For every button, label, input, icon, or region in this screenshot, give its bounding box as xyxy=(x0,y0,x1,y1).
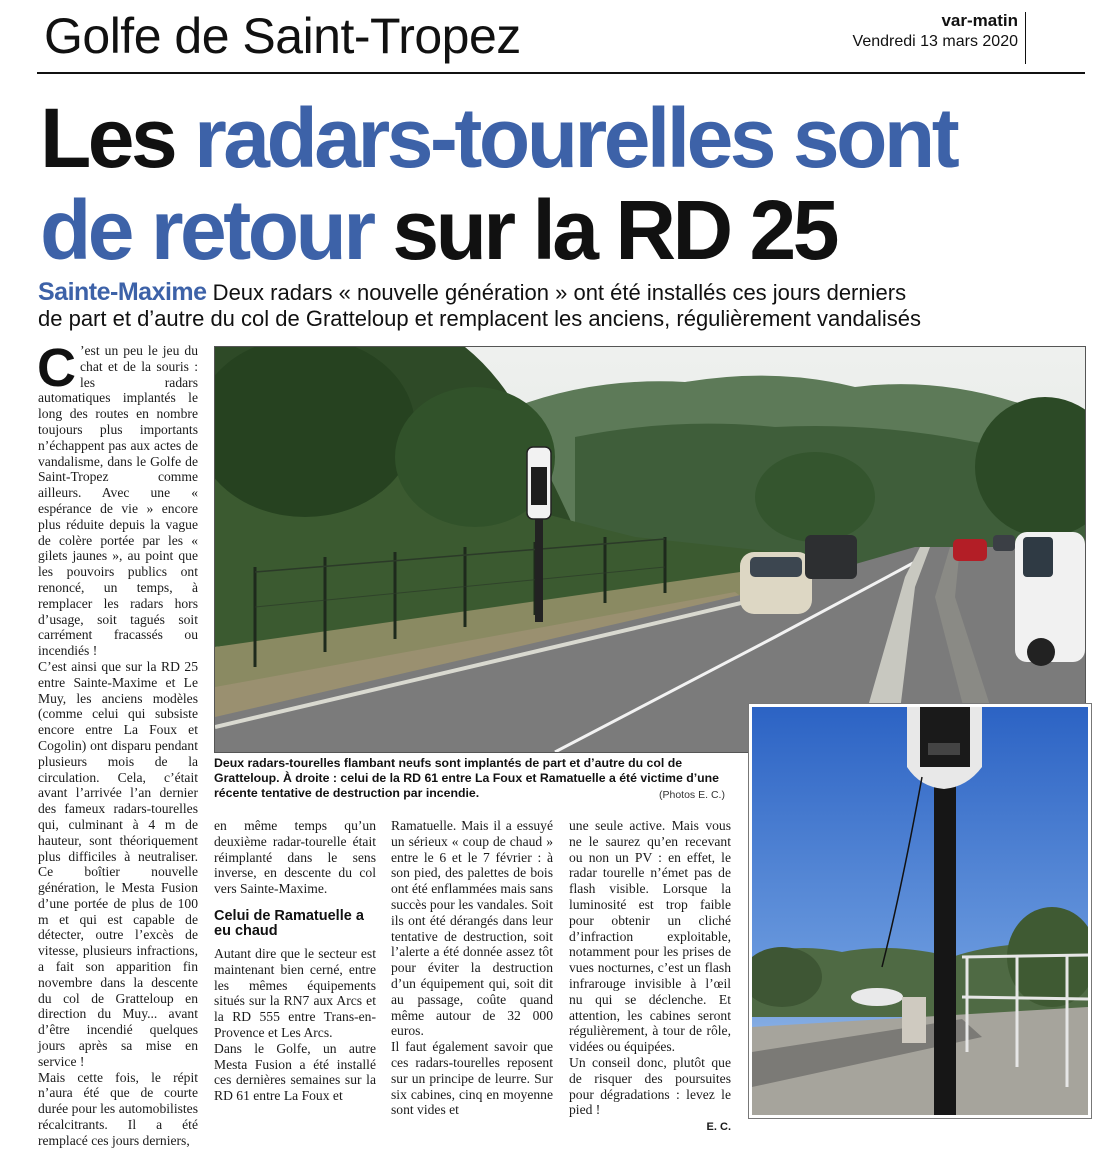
header-divider xyxy=(1025,12,1026,64)
paragraph: Autant dire que le secteur est maintenant bien cerné, entre les mêmes équipements situés sur la RN7 aux Arcs et la RD 555 entre Trans-en-Provence et Les Arcs. xyxy=(214,945,376,1040)
photo-caption: Deux radars-tourelles flambant neufs sont implantés de part et d’autre du col de Gratteloup. À droite : celui de la RD 61 entre La Foux et Ramatuelle a été victime d’une récente tentative de destruction par incendie. xyxy=(214,756,719,800)
headline-highlight: de retour xyxy=(40,183,373,277)
author-signature: E. C. xyxy=(706,1121,731,1134)
subheading: Celui de Ramatuelle a eu chaud xyxy=(214,907,364,940)
road-radar-photo xyxy=(215,347,1085,752)
article-column-4 xyxy=(569,818,731,1136)
drop-cap: C xyxy=(37,338,76,398)
paragraph: Ramatuelle. Mais il a essuyé un sérieux « coup de chaud » entre le 6 et le 7 février : à son pied, des palettes de bois ont été enflammées mais sans succès pour les vandales. Soit ils ont été dérangés dans leur tentative de destruction, soit l’alerte a été donnée assez tôt pour éviter la destruction d’un équipement qui, soit dit au passage, coûte quand même autour de 32 000 euros. xyxy=(391,818,553,1039)
deck-line-2: de part et d’autre du col de Gratteloup et remplacent les anciens, régulièrement vandalisés xyxy=(38,306,921,331)
section-rubric: Golfe de Saint-Tropez xyxy=(44,8,521,64)
paragraph: Il faut également savoir que ces radars-tourelles reposent sur un principe de leurre. Sur six cabines, cinq en moyenne sont vides et xyxy=(391,1039,553,1118)
paragraph: en même temps qu’un deuxième radar-tourelle était réimplanté dans le sens inverse, en descente du col vers Sainte-Maxime. xyxy=(214,818,376,897)
article-column-1 xyxy=(37,338,198,1149)
headline-part: Les xyxy=(40,91,195,185)
paragraph: une seule active. Mais vous ne le saurez qu’en recevant ou non un PV : en effet, le radar tourelle n’émet pas de flash visible. Lorsque la luminosité est trop faible pour obtenir un cliché d’infraction exploitable, notamment pour les prises de vues nocturnes, c’est un flash infrarouge invisible à l’œil nu qui se déclenche. Et attention, les cabines seront régulièrement, à tour de rôle, vidées ou équipées. xyxy=(569,818,731,1055)
photo-credit: (Photos E. C.) xyxy=(659,789,725,801)
header-rule xyxy=(37,72,1085,74)
issue-date: Vendredi 13 mars 2020 xyxy=(852,33,1018,50)
paragraph-text: ’est un peu le jeu du chat et de la souris : les radars automatiques implantés le long des routes en nombre toujours plus importants n’échappent pas aux actes de vandalisme, dans le Golfe de Saint-Tropez comme ailleurs. Avec une « espérance de vie » encore plus réduite depuis la vague de colère portée par les « gilets jaunes », au point que les pouvoirs publics ont renoncé, un temps, à remplacer les radars hors d’usage, soit tagués soit carrément fracassés ou incendiés ! xyxy=(38,343,198,659)
paragraph: C’est ainsi que sur la RD 25 entre Sainte-Maxime et Le Muy, les anciens modèles (comme celui qui subsiste encore entre La Foux et Cogolin) ont disparu pendant plusieurs mois de la circulation. Cela, c’était avant l’arrivée l’an dernier des fameux radars-tourelles qui, culminant à 4 m de hauteur, sont théoriquement plus difficiles à neutraliser. Ce boîtier nouvelle génération, le Mesta Fusion d’une portée de plus de 100 m et qui est capable de détecter, outre l’excès de vitesse, plusieurs infractions, a fait son apparition fin novembre dans la descente du col de Gratteloup en direction du Muy... avant d’être incendié quelques jours après sa mise en service ! xyxy=(38,658,198,1069)
deck-text: Deux radars « nouvelle génération » ont été installés ces jours derniers xyxy=(206,280,907,305)
closing-paragraph xyxy=(569,1055,731,1118)
deck-line-1 xyxy=(38,279,906,306)
signature-row xyxy=(569,1118,731,1136)
article-column-3 xyxy=(391,818,553,1118)
main-photo xyxy=(214,346,1086,753)
article-column-2 xyxy=(214,818,376,1104)
dateline-location: Sainte-Maxime xyxy=(38,278,207,306)
headline-part: sur la RD 25 xyxy=(372,183,836,277)
headline-highlight: radars-tourelles sont xyxy=(194,91,957,185)
paragraph xyxy=(37,338,198,659)
paragraph-text: Un conseil donc, plutôt que de risquer des poursuites pour dégradations : levez le pied ! xyxy=(569,1054,731,1118)
radar-pole-photo xyxy=(752,707,1088,1115)
newspaper-name: var-matin xyxy=(941,11,1018,30)
paragraph: Mais cette fois, le répit n’aura été que de courte durée pour les automobilistes récalcitrants. Il a été remplacé ces jours derniers, xyxy=(38,1069,198,1148)
inset-photo xyxy=(749,704,1091,1118)
paragraph: Dans le Golfe, un autre Mesta Fusion a été installé ces dernières semaines sur la RD 61 entre La Foux et xyxy=(214,1040,376,1104)
headline-line-2 xyxy=(40,184,836,276)
headline-line-1 xyxy=(40,92,956,184)
